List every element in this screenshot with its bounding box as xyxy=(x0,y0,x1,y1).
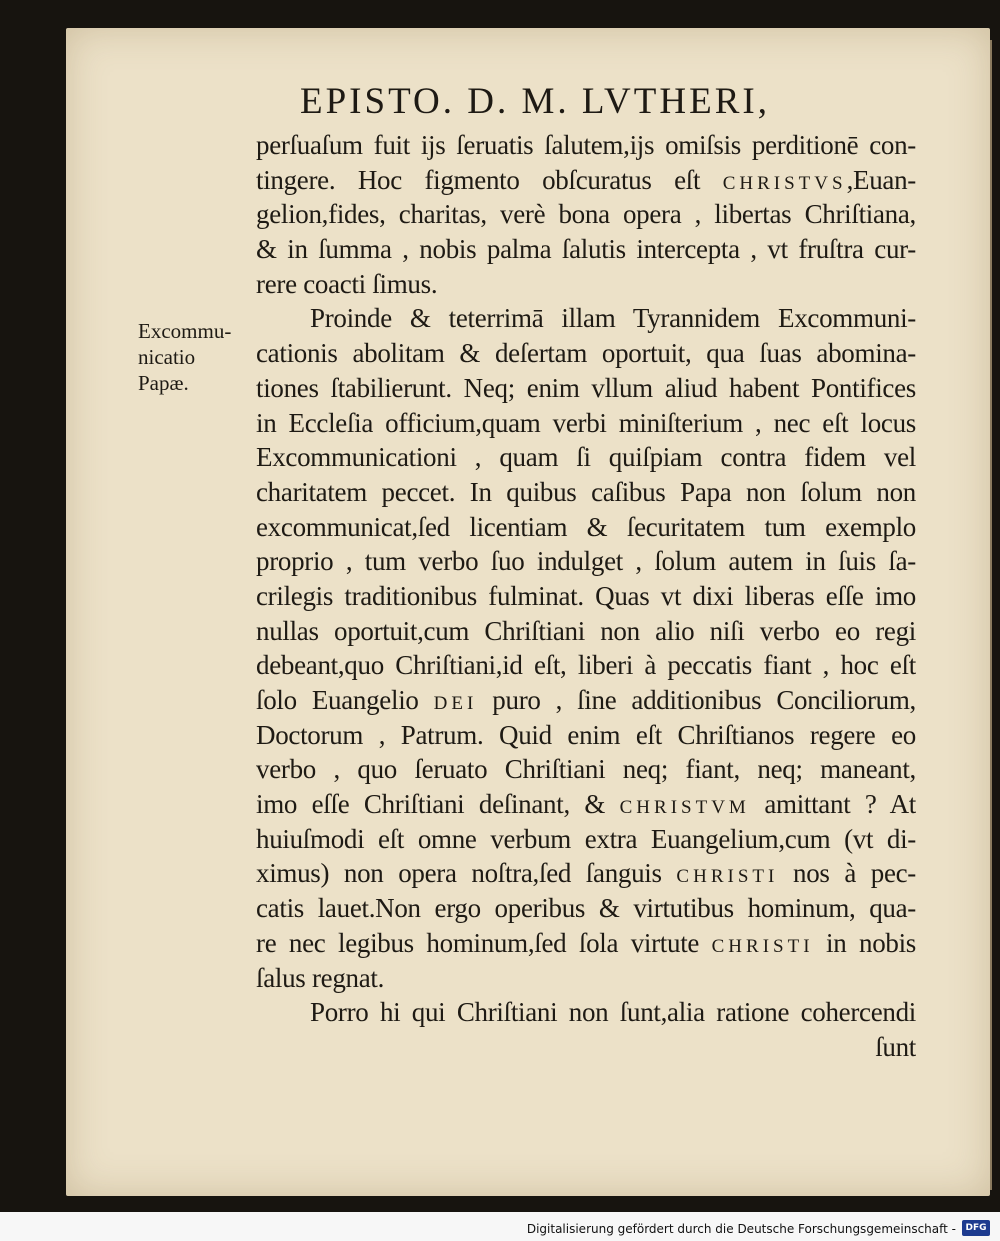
text-segment: amittant ? At xyxy=(749,789,916,820)
text-line xyxy=(256,406,916,441)
text-segment: puro , ſine additionibus Conciliorum, xyxy=(477,685,916,715)
text-segment: rere coacti ſimus. xyxy=(256,268,438,299)
text-segment: ,Euan- xyxy=(846,164,916,195)
text-segment: crilegis traditionibus fulminat. Quas vt dixi liberas eſſe imo xyxy=(256,580,916,611)
text-line xyxy=(256,440,916,475)
text-segment: ximus) non opera noſtra,ſed ſanguis xyxy=(256,858,677,889)
small-caps-name: CHRISTVM xyxy=(619,797,750,819)
text-line xyxy=(256,336,916,371)
marginal-note-line: Excommu- xyxy=(138,319,232,343)
text-segment: cationis abolitam & deſertam oportuit, qua ſuas abomina- xyxy=(256,338,916,369)
text-line xyxy=(256,267,916,302)
text-segment: ſolo Euangelio xyxy=(256,685,434,715)
text-line xyxy=(256,163,916,198)
text-line xyxy=(256,614,916,649)
text-segment: re nec legibus hominum,ſed ſola virtute xyxy=(256,927,712,958)
text-line xyxy=(256,995,916,1030)
text-line xyxy=(256,718,916,753)
text-line xyxy=(256,197,916,232)
text-segment: debeant,quo Chriſtiani,id eſt, liberi à peccatis fiant , hoc eſt xyxy=(256,650,916,681)
text-segment: tiones ſtabilierunt. Neq; enim vllum aliud habent Pontifices xyxy=(256,372,916,403)
text-line xyxy=(256,371,916,406)
small-caps-name: DEI xyxy=(433,693,478,714)
text-segment: perſuaſum fuit ijs ſeruatis ſalutem,ijs omiſsis perditionē con- xyxy=(256,130,916,160)
text-line xyxy=(256,648,916,683)
text-segment: tingere. Hoc figmento obſcuratus eſt xyxy=(256,164,723,195)
text-line xyxy=(256,1030,916,1065)
marginal-note-line: nicatio xyxy=(138,345,196,369)
text-segment: verbo , quo ſeruato Chriſtiani neq; fiant, neq; maneant, xyxy=(256,754,916,785)
text-segment: Doctorum , Patrum. Quid enim eſt Chriſtianos regere eo xyxy=(256,719,916,750)
text-segment: charitatem peccet. In quibus caſibus Papa non ſolum non xyxy=(256,476,916,507)
dfg-logo-icon: DFG xyxy=(962,1220,990,1236)
text-segment: Excommunicationi , quam ſi quiſpiam contra fidem vel xyxy=(256,442,916,473)
small-caps-name: CHRISTVS xyxy=(722,172,847,194)
text-line xyxy=(256,787,916,822)
text-segment: excommunicat,ſed licentiam & ſecuritatem tum exemplo xyxy=(256,511,916,542)
text-segment: Proinde & teterrimā illam Tyrannidem Excommuni- xyxy=(310,303,916,334)
text-segment: nullas oportuit,cum Chriſtiani non alio niſi verbo eo regi xyxy=(256,615,916,646)
text-segment: Porro hi qui Chriſtiani non ſunt,alia ratione cohercendi xyxy=(310,997,916,1028)
text-line xyxy=(256,510,916,545)
text-segment: in Eccleſia officium,quam verbi miniſterium , nec eſt locus xyxy=(256,407,916,438)
text-line xyxy=(256,128,916,163)
text-line xyxy=(256,544,916,579)
marginal-note xyxy=(138,318,258,396)
small-caps-name: CHRISTI xyxy=(711,935,814,957)
text-segment: huiuſmodi eſt omne verbum extra Euangelium,cum (vt di- xyxy=(256,823,916,854)
text-line xyxy=(256,232,916,267)
marginal-note-line: Papæ. xyxy=(138,371,189,395)
text-line xyxy=(256,752,916,787)
text-line xyxy=(256,683,916,718)
text-line xyxy=(256,475,916,510)
text-segment: catis lauet.Non ergo operibus & virtutibus hominum, qua- xyxy=(256,893,916,924)
text-segment: ſalus regnat. xyxy=(256,962,385,993)
text-line xyxy=(256,301,916,336)
text-line xyxy=(256,926,916,961)
running-title: EPISTO. D. M. LVTHERI, xyxy=(300,81,770,122)
text-segment: proprio , tum verbo ſuo indulget , ſolum autem in ſuis ſa- xyxy=(256,546,916,577)
body-text xyxy=(256,128,916,1065)
text-line xyxy=(256,961,916,996)
funding-credit: Digitalisierung gefördert durch die Deutsche Forschungsgemeinschaft - xyxy=(526,1222,956,1236)
text-segment: imo eſſe Chriſtiani deſinant, & xyxy=(256,789,620,820)
text-line xyxy=(256,579,916,614)
text-segment: in nobis xyxy=(813,927,916,958)
text-line xyxy=(256,891,916,926)
text-line xyxy=(256,856,916,891)
text-segment: nos à pec- xyxy=(778,858,916,889)
text-segment: & in ſumma , nobis palma ſalutis intercepta , vt fruſtra cur- xyxy=(256,234,916,265)
text-line xyxy=(256,822,916,857)
small-caps-name: CHRISTI xyxy=(676,866,779,888)
text-segment: ſunt xyxy=(875,1031,916,1062)
text-segment: gelion,fides, charitas, verè bona opera , libertas Chriſtiana, xyxy=(256,199,916,230)
